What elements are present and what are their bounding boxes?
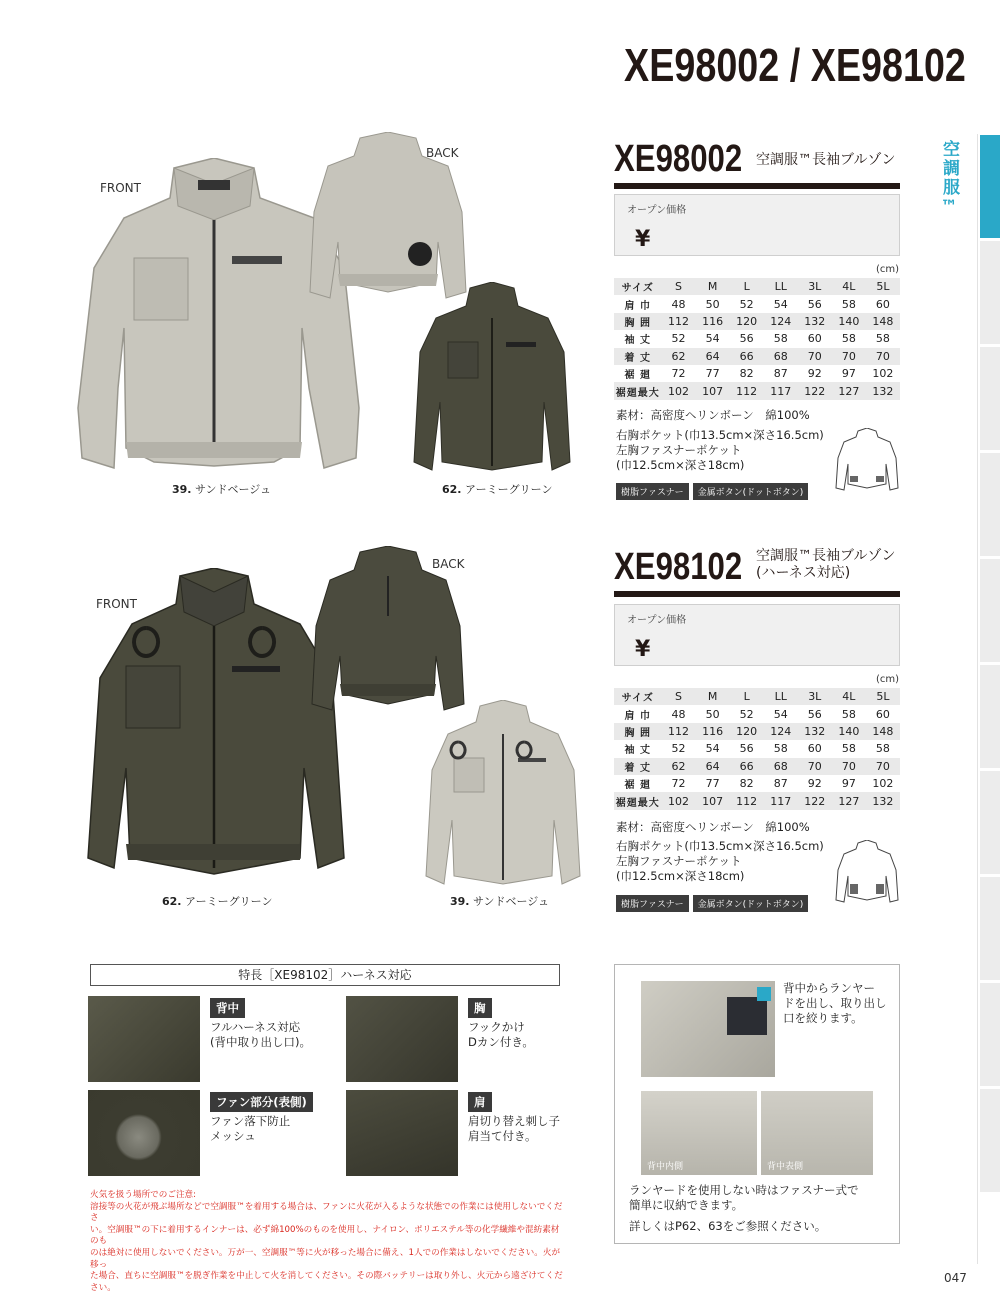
- size-row-label: 胸 囲: [614, 723, 661, 740]
- size-row-label: 袖 丈: [614, 740, 661, 757]
- size-cell: 58: [832, 740, 866, 757]
- feature-photo-back: [88, 996, 200, 1082]
- size-cell: 60: [866, 705, 900, 722]
- size-cell: 64: [696, 348, 730, 365]
- size-row: [614, 365, 900, 382]
- size-cell: 52: [661, 330, 695, 347]
- model-name: 空調服™長袖ブルゾン: [756, 152, 896, 168]
- size-unit-2: (cm): [876, 674, 900, 685]
- size-row-label: 裾廻最大: [614, 792, 661, 809]
- size-cell: 64: [696, 758, 730, 775]
- size-cell: 54: [696, 330, 730, 347]
- feature-photo-chest: [346, 996, 458, 1082]
- lanyard-strap: [757, 987, 771, 1001]
- front-label-2: FRONT: [96, 597, 137, 611]
- size-cell: 52: [730, 705, 764, 722]
- feature-head-back: 背中: [210, 998, 245, 1018]
- size-cell: 70: [832, 348, 866, 365]
- lanyard-info-box: [614, 964, 900, 1244]
- label-inner: 背中内側: [647, 1162, 684, 1172]
- tab-10[interactable]: [980, 1088, 1000, 1192]
- size-row-label: 肩 巾: [614, 705, 661, 722]
- size-cell: S: [661, 688, 695, 705]
- size-cell: 60: [798, 330, 832, 347]
- size-cell: 56: [798, 295, 832, 312]
- warning-line-4: のは絶対に使用しないでください。万が一、空調服™等に火が移った場合に備え、1人での作業はしないでください。火が移っ: [90, 1247, 561, 1270]
- size-cell: 97: [832, 365, 866, 382]
- size-cell: 72: [661, 775, 695, 792]
- size-cell: 62: [661, 758, 695, 775]
- pocket-text-2: 左胸ファスナーポケット: [616, 443, 742, 457]
- tab-6[interactable]: [980, 664, 1000, 768]
- tab-8[interactable]: [980, 876, 1000, 980]
- size-header-row: [614, 688, 900, 705]
- size-cell: 3L: [798, 688, 832, 705]
- back-line-drawing: [834, 428, 900, 494]
- size-row-label: 裾 廻: [614, 365, 661, 382]
- lanyard-text-4: ランヤードを使用しない時はファスナー式で: [629, 1183, 859, 1197]
- feature-head-fan: ファン部分(表側): [210, 1092, 313, 1112]
- front-label: FRONT: [100, 181, 141, 195]
- warning-line-2: 溶接等の火花が飛ぶ場所などで空調服™を着用する場合は、ファンに火花が入るような状態での作業には使用しないでくださ: [90, 1201, 563, 1224]
- price-value: ¥: [635, 227, 651, 252]
- size-row-label: 肩 巾: [614, 295, 661, 312]
- lanyard-text-3: 口を絞ります。: [783, 1011, 863, 1025]
- lanyard-photo-inner: [641, 1091, 757, 1175]
- size-row: [614, 723, 900, 740]
- tag-resin-zipper-2: 樹脂ファスナー: [616, 895, 689, 912]
- size-cell: 4L: [832, 688, 866, 705]
- size-cell: L: [730, 688, 764, 705]
- size-cell: 5L: [866, 278, 900, 295]
- size-cell: 112: [661, 723, 695, 740]
- size-cell: 116: [696, 723, 730, 740]
- price-label-2: オープン価格: [627, 615, 687, 626]
- size-row-label: 胸 囲: [614, 313, 661, 330]
- size-cell: 68: [764, 348, 798, 365]
- warning-line-1: 火気を扱う場所でのご注意:: [90, 1190, 197, 1200]
- size-cell: 124: [764, 723, 798, 740]
- size-cell: 72: [661, 365, 695, 382]
- category-label: 空調服™: [939, 140, 959, 219]
- size-cell: 70: [832, 758, 866, 775]
- tab-2[interactable]: [980, 240, 1000, 344]
- pocket-text-1: 右胸ポケット(巾13.5cm×深さ16.5cm): [616, 428, 824, 442]
- pocket-text-2-2: 左胸ファスナーポケット: [616, 854, 742, 868]
- size-cell: 58: [832, 295, 866, 312]
- size-cell: S: [661, 278, 695, 295]
- size-row-label: 袖 丈: [614, 330, 661, 347]
- size-cell: 132: [798, 723, 832, 740]
- size-cell: 54: [764, 295, 798, 312]
- size-cell: 68: [764, 758, 798, 775]
- size-cell: 77: [696, 365, 730, 382]
- color-caption-green-2: 62. アーミーグリーン: [162, 895, 273, 908]
- size-cell: 56: [798, 705, 832, 722]
- tab-kuchofuku[interactable]: [980, 134, 1000, 238]
- size-cell: 3L: [798, 278, 832, 295]
- size-cell: M: [696, 688, 730, 705]
- size-row: [614, 348, 900, 365]
- back-line-drawing-2: [834, 840, 900, 906]
- pocket-text-3: (巾12.5cm×深さ18cm): [616, 458, 745, 472]
- size-cell: 48: [661, 295, 695, 312]
- feature-head-chest: 胸: [468, 998, 492, 1018]
- model-number-2: XE98102: [614, 546, 743, 588]
- features-title: 特長［XE98102］ハーネス対応: [90, 964, 560, 986]
- lanyard-photo-1: [641, 981, 775, 1077]
- size-row: [614, 705, 900, 722]
- feature-text-chest-1: フックかけ: [468, 1020, 525, 1034]
- feature-tags-2: [616, 892, 812, 912]
- feature-photo-fan: [88, 1090, 200, 1176]
- size-cell: 50: [696, 295, 730, 312]
- feature-text-shoulder-2: 肩当て付き。: [468, 1129, 537, 1143]
- price-box-2: [614, 604, 900, 666]
- size-cell: 56: [730, 330, 764, 347]
- size-cell: 70: [798, 348, 832, 365]
- size-cell: 102: [866, 365, 900, 382]
- size-header-row: [614, 278, 900, 295]
- feature-photo-shoulder: [346, 1090, 458, 1176]
- jacket-back-green-image: [310, 546, 466, 718]
- tag-metal-button-2: 金属ボタン(ドットボタン): [693, 895, 809, 912]
- size-cell: 54: [696, 740, 730, 757]
- size-cell: 148: [866, 313, 900, 330]
- size-cell: 70: [798, 758, 832, 775]
- header-rule: [614, 183, 900, 189]
- size-row-label: サイズ: [614, 688, 661, 705]
- feature-text-fan-2: メッシュ: [210, 1129, 256, 1143]
- size-cell: 112: [730, 792, 764, 809]
- size-cell: 92: [798, 365, 832, 382]
- size-cell: 92: [798, 775, 832, 792]
- size-row: [614, 758, 900, 775]
- size-cell: 124: [764, 313, 798, 330]
- size-cell: 52: [661, 740, 695, 757]
- feature-text-chest-2: Dカン付き。: [468, 1035, 534, 1049]
- size-cell: 58: [832, 330, 866, 347]
- size-cell: 132: [798, 313, 832, 330]
- size-row: [614, 775, 900, 792]
- tag-metal-button: 金属ボタン(ドットボタン): [693, 483, 809, 500]
- size-cell: 97: [832, 775, 866, 792]
- model-name-2b: (ハーネス対応): [756, 565, 851, 581]
- size-cell: 48: [661, 705, 695, 722]
- size-row-label: サイズ: [614, 278, 661, 295]
- feature-text-shoulder-1: 肩切り替え刺し子: [468, 1114, 560, 1128]
- jacket-front-green-image: [412, 282, 572, 478]
- tag-resin-zipper: 樹脂ファスナー: [616, 483, 689, 500]
- size-cell: 82: [730, 365, 764, 382]
- size-cell: 56: [730, 740, 764, 757]
- size-row: [614, 295, 900, 312]
- size-cell: 140: [832, 723, 866, 740]
- tab-4[interactable]: [980, 452, 1000, 556]
- size-cell: 70: [866, 348, 900, 365]
- back-label: BACK: [426, 146, 459, 160]
- size-cell: 66: [730, 348, 764, 365]
- jacket-front-sand-image-2: [424, 700, 582, 892]
- side-divider: [977, 134, 978, 1264]
- size-row: [614, 792, 900, 809]
- warning-line-5: た場合、直ちに空調服™を脱ぎ作業を中止して火を消してください。その際バッテリーは取り外し、火元から遠ざけてください。: [90, 1271, 563, 1292]
- pocket-text-2-3: (巾12.5cm×深さ18cm): [616, 869, 745, 883]
- lanyard-photo-outer: [761, 1091, 873, 1175]
- tab-9[interactable]: [980, 982, 1000, 1086]
- size-cell: 5L: [866, 688, 900, 705]
- size-cell: 107: [696, 382, 730, 399]
- size-cell: 66: [730, 758, 764, 775]
- size-cell: 120: [730, 313, 764, 330]
- feature-text-back-2: (背中取り出し口)。: [210, 1035, 311, 1049]
- size-row-label: 着 丈: [614, 348, 661, 365]
- lanyard-text-2: ドを出し、取り出し: [783, 996, 887, 1010]
- size-cell: 117: [764, 382, 798, 399]
- feature-text-fan-1: ファン落下防止: [210, 1114, 291, 1128]
- size-row-label: 裾 廻: [614, 775, 661, 792]
- size-cell: 127: [832, 792, 866, 809]
- size-cell: L: [730, 278, 764, 295]
- size-row: [614, 382, 900, 399]
- size-cell: 122: [798, 382, 832, 399]
- color-caption-sand: 39. サンドベージュ: [172, 483, 272, 496]
- model-number: XE98002: [614, 138, 743, 180]
- color-caption-sand-2: 39. サンドベージュ: [450, 895, 550, 908]
- size-row-label: 着 丈: [614, 758, 661, 775]
- size-cell: 60: [798, 740, 832, 757]
- lanyard-hand: [727, 997, 767, 1035]
- size-cell: 122: [798, 792, 832, 809]
- size-cell: 107: [696, 792, 730, 809]
- size-cell: 54: [764, 705, 798, 722]
- size-table-2: [614, 688, 900, 810]
- lanyard-text-1: 背中からランヤー: [783, 981, 875, 995]
- page-title: XE98002 / XE98102: [624, 39, 966, 91]
- size-cell: 82: [730, 775, 764, 792]
- size-cell: 112: [661, 313, 695, 330]
- size-cell: 87: [764, 775, 798, 792]
- fire-warning: [90, 1190, 566, 1292]
- size-cell: 58: [866, 330, 900, 347]
- size-cell: 132: [866, 792, 900, 809]
- size-cell: 87: [764, 365, 798, 382]
- size-cell: M: [696, 278, 730, 295]
- price-label: オープン価格: [627, 205, 687, 216]
- size-cell: 52: [730, 295, 764, 312]
- size-unit: (cm): [876, 264, 900, 275]
- size-cell: 120: [730, 723, 764, 740]
- page-number: 047: [944, 1271, 967, 1285]
- size-cell: 116: [696, 313, 730, 330]
- color-caption-green: 62. アーミーグリーン: [442, 483, 553, 496]
- tab-3[interactable]: [980, 346, 1000, 450]
- feature-text-back-1: フルハーネス対応: [210, 1020, 301, 1034]
- size-cell: LL: [764, 278, 798, 295]
- size-cell: 58: [764, 330, 798, 347]
- size-row: [614, 330, 900, 347]
- size-cell: 4L: [832, 278, 866, 295]
- feature-head-shoulder: 肩: [468, 1092, 492, 1112]
- size-cell: 140: [832, 313, 866, 330]
- label-outer: 背中表側: [767, 1162, 804, 1172]
- tab-7[interactable]: [980, 770, 1000, 874]
- size-cell: 102: [866, 775, 900, 792]
- header-rule-2: [614, 591, 900, 597]
- material-text-2: 素材：高密度ヘリンボーン 綿100%: [616, 820, 810, 834]
- price-box: [614, 194, 900, 256]
- size-cell: 117: [764, 792, 798, 809]
- size-cell: 127: [832, 382, 866, 399]
- lanyard-text-5: 簡単に収納できます。: [629, 1198, 744, 1212]
- size-cell: 58: [866, 740, 900, 757]
- jacket-front-green-image-2: [86, 568, 348, 888]
- model-name-2: 空調服™長袖ブルゾン: [756, 548, 896, 564]
- size-row: [614, 740, 900, 757]
- back-label-2: BACK: [432, 557, 465, 571]
- pocket-text-2-1: 右胸ポケット(巾13.5cm×深さ16.5cm): [616, 839, 824, 853]
- feature-tags: [616, 480, 812, 500]
- warning-line-3: い。空調服™の下に着用するインナーは、必ず綿100%のものを使用し、ナイロン、ポリエステル等の化学繊維や混紡素材のも: [90, 1224, 560, 1247]
- size-cell: 62: [661, 348, 695, 365]
- size-cell: 58: [764, 740, 798, 757]
- size-cell: 102: [661, 792, 695, 809]
- price-value-2: ¥: [635, 637, 651, 662]
- tab-5[interactable]: [980, 558, 1000, 662]
- size-cell: 148: [866, 723, 900, 740]
- size-cell: 50: [696, 705, 730, 722]
- size-cell: 102: [661, 382, 695, 399]
- size-cell: 132: [866, 382, 900, 399]
- size-row: [614, 313, 900, 330]
- lanyard-text-6: 詳しくはP62、63をご参照ください。: [629, 1219, 827, 1233]
- size-cell: 60: [866, 295, 900, 312]
- size-cell: 70: [866, 758, 900, 775]
- size-cell: LL: [764, 688, 798, 705]
- size-table: [614, 278, 900, 400]
- size-cell: 112: [730, 382, 764, 399]
- material-text: 素材：高密度ヘリンボーン 綿100%: [616, 408, 810, 422]
- size-cell: 58: [832, 705, 866, 722]
- size-cell: 77: [696, 775, 730, 792]
- size-row-label: 裾廻最大: [614, 382, 661, 399]
